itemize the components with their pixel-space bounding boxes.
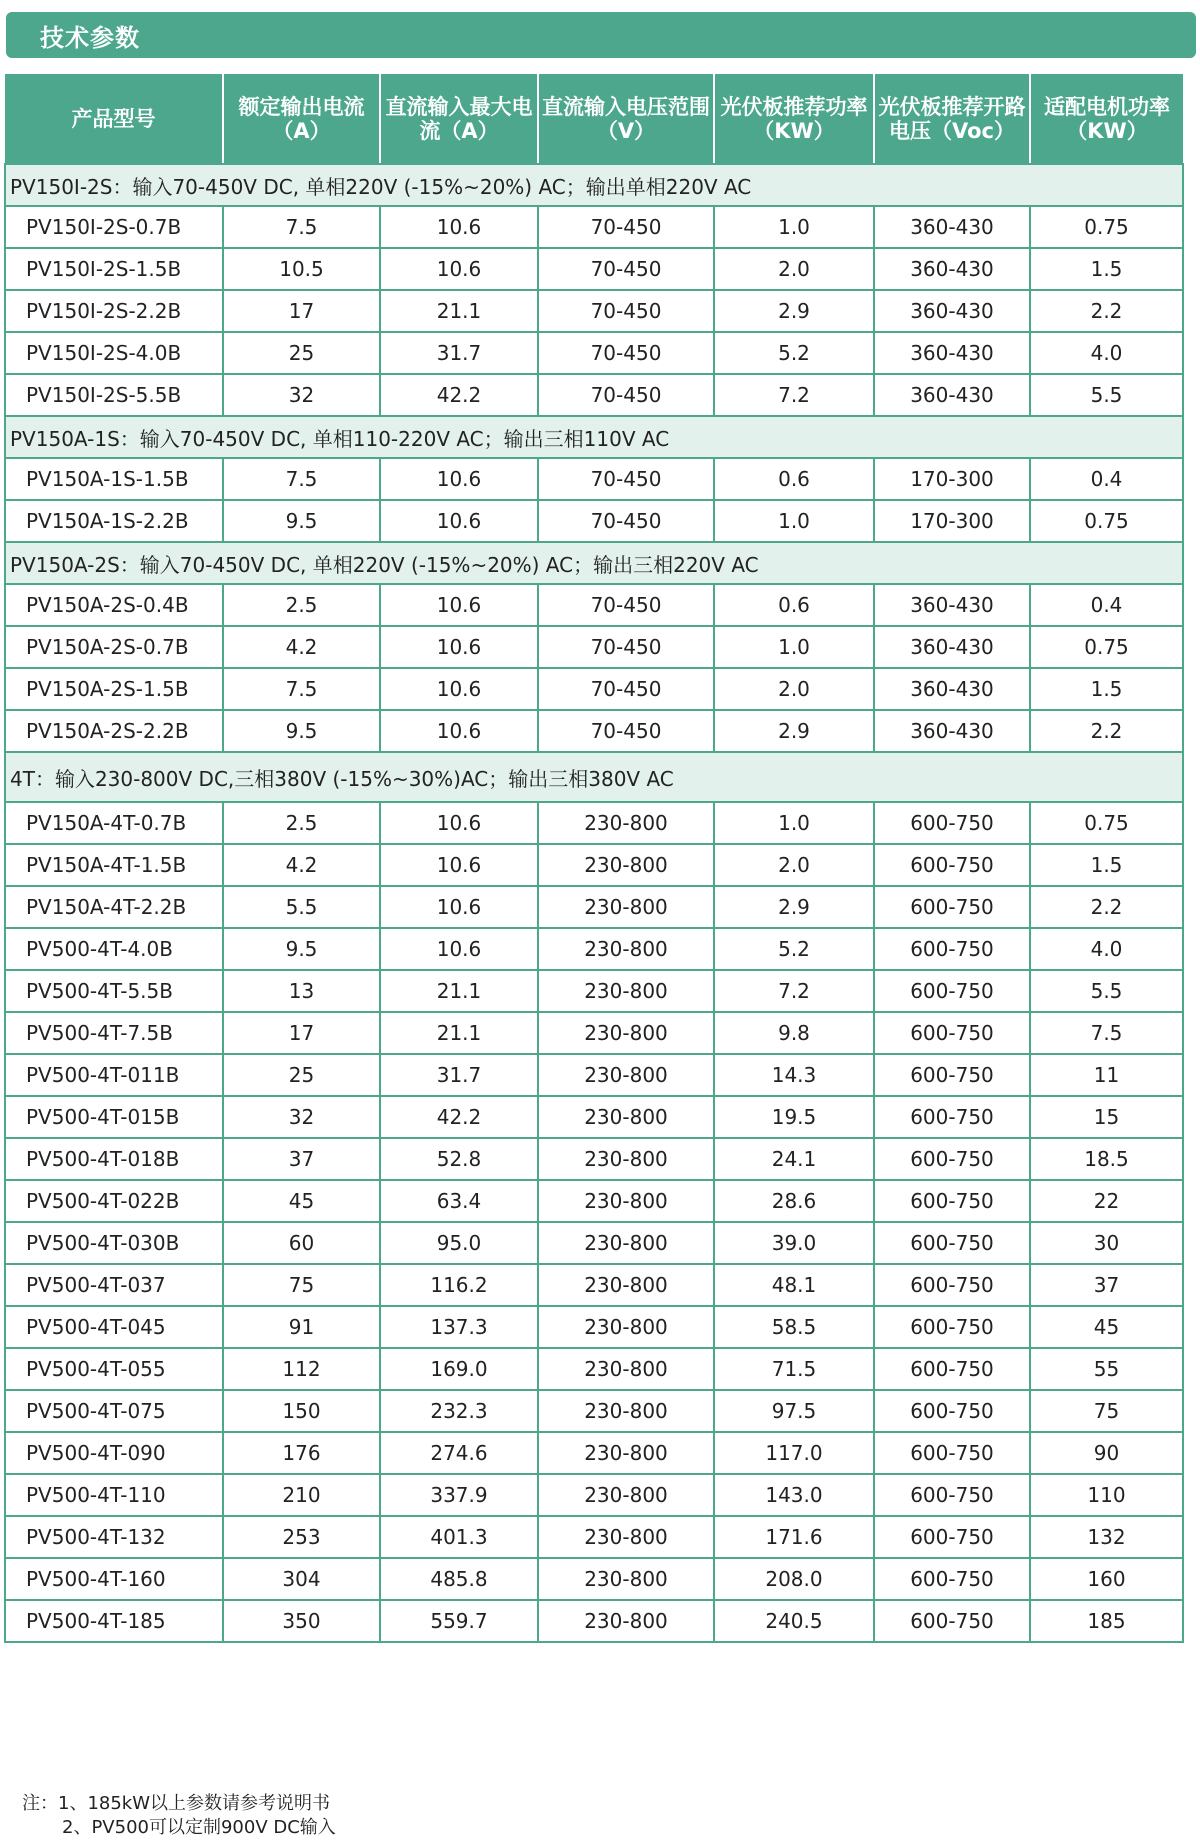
model-cell: PV150I-2S-1.5B [5,248,223,290]
value-cell: 70-450 [538,458,714,500]
model-cell: PV500-4T-132 [5,1516,223,1558]
value-cell: 22 [1030,1180,1183,1222]
value-cell: 10.6 [380,206,538,248]
model-cell: PV500-4T-030B [5,1222,223,1264]
value-cell: 90 [1030,1432,1183,1474]
value-cell: 2.2 [1030,886,1183,928]
model-cell: PV150I-2S-2.2B [5,290,223,332]
table-row [5,1054,1183,1096]
group-label: PV150I-2S：输入70-450V DC, 单相220V (-15%~20%) AC；输出单相220V AC [5,164,1183,206]
value-cell: 21.1 [380,970,538,1012]
value-cell: 0.6 [714,458,874,500]
value-cell: 600-750 [874,1474,1030,1516]
value-cell: 360-430 [874,290,1030,332]
value-cell: 7.2 [714,970,874,1012]
value-cell: 2.9 [714,290,874,332]
value-cell: 230-800 [538,1600,714,1642]
model-cell: PV500-4T-075 [5,1390,223,1432]
model-cell: PV500-4T-011B [5,1054,223,1096]
header-motor-power: 适配电机功率（KW） [1030,74,1183,164]
value-cell: 10.6 [380,802,538,844]
value-cell: 132 [1030,1516,1183,1558]
value-cell: 9.8 [714,1012,874,1054]
header-dc-voltage-range: 直流输入电压范围（V） [538,74,714,164]
model-cell: PV150A-4T-0.7B [5,802,223,844]
value-cell: 4.0 [1030,332,1183,374]
value-cell: 14.3 [714,1054,874,1096]
value-cell: 7.5 [223,206,380,248]
value-cell: 2.0 [714,668,874,710]
value-cell: 70-450 [538,710,714,752]
value-cell: 2.9 [714,710,874,752]
value-cell: 2.0 [714,248,874,290]
value-cell: 9.5 [223,710,380,752]
value-cell: 5.5 [1030,374,1183,416]
value-cell: 600-750 [874,1558,1030,1600]
value-cell: 55 [1030,1348,1183,1390]
value-cell: 11 [1030,1054,1183,1096]
value-cell: 95.0 [380,1222,538,1264]
table-row [5,1516,1183,1558]
value-cell: 600-750 [874,1054,1030,1096]
value-cell: 0.75 [1030,626,1183,668]
note-line-2: 2、PV500可以定制900V DC输入 [62,1817,336,1838]
value-cell: 21.1 [380,1012,538,1054]
value-cell: 10.6 [380,844,538,886]
value-cell: 169.0 [380,1348,538,1390]
model-cell: PV150A-4T-2.2B [5,886,223,928]
table-row [5,1348,1183,1390]
value-cell: 13 [223,970,380,1012]
table-row [5,844,1183,886]
value-cell: 10.6 [380,710,538,752]
value-cell: 176 [223,1432,380,1474]
value-cell: 230-800 [538,1264,714,1306]
model-cell: PV150A-2S-0.7B [5,626,223,668]
value-cell: 171.6 [714,1516,874,1558]
table-row [5,206,1183,248]
table-row [5,1012,1183,1054]
value-cell: 2.0 [714,844,874,886]
value-cell: 5.5 [223,886,380,928]
value-cell: 70-450 [538,500,714,542]
value-cell: 52.8 [380,1138,538,1180]
table-row [5,802,1183,844]
value-cell: 1.0 [714,206,874,248]
value-cell: 30 [1030,1222,1183,1264]
value-cell: 58.5 [714,1306,874,1348]
table-row [5,1096,1183,1138]
model-cell: PV150A-1S-1.5B [5,458,223,500]
value-cell: 600-750 [874,1012,1030,1054]
model-cell: PV500-4T-090 [5,1432,223,1474]
value-cell: 1.5 [1030,844,1183,886]
value-cell: 230-800 [538,1348,714,1390]
value-cell: 185 [1030,1600,1183,1642]
value-cell: 70-450 [538,206,714,248]
table-row [5,1432,1183,1474]
value-cell: 170-300 [874,458,1030,500]
section-title: 技术参数 [40,23,140,52]
value-cell: 5.2 [714,928,874,970]
value-cell: 600-750 [874,1222,1030,1264]
spec-table [4,74,1184,1643]
table-row [5,458,1183,500]
value-cell: 39.0 [714,1222,874,1264]
value-cell: 24.1 [714,1138,874,1180]
model-cell: PV150I-2S-5.5B [5,374,223,416]
value-cell: 600-750 [874,1264,1030,1306]
value-cell: 70-450 [538,248,714,290]
header-rated-current: 额定输出电流（A） [223,74,380,164]
group-header-row [5,542,1183,584]
value-cell: 230-800 [538,1180,714,1222]
table-row [5,928,1183,970]
value-cell: 1.5 [1030,248,1183,290]
value-cell: 28.6 [714,1180,874,1222]
value-cell: 600-750 [874,802,1030,844]
value-cell: 600-750 [874,886,1030,928]
group-header-row [5,416,1183,458]
value-cell: 230-800 [538,1558,714,1600]
value-cell: 7.5 [223,668,380,710]
model-cell: PV500-4T-045 [5,1306,223,1348]
value-cell: 17 [223,1012,380,1054]
value-cell: 7.5 [1030,1012,1183,1054]
table-row [5,290,1183,332]
value-cell: 360-430 [874,248,1030,290]
value-cell: 401.3 [380,1516,538,1558]
value-cell: 304 [223,1558,380,1600]
model-cell: PV150A-2S-0.4B [5,584,223,626]
model-cell: PV500-4T-185 [5,1600,223,1642]
value-cell: 5.5 [1030,970,1183,1012]
group-label: PV150A-1S：输入70-450V DC, 单相110-220V AC；输出三相110V AC [5,416,1183,458]
value-cell: 45 [223,1180,380,1222]
value-cell: 10.5 [223,248,380,290]
value-cell: 112 [223,1348,380,1390]
table-row [5,584,1183,626]
table-row [5,500,1183,542]
value-cell: 7.2 [714,374,874,416]
value-cell: 10.6 [380,928,538,970]
model-cell: PV150A-2S-1.5B [5,668,223,710]
value-cell: 600-750 [874,1516,1030,1558]
value-cell: 4.2 [223,844,380,886]
value-cell: 360-430 [874,332,1030,374]
table-row [5,1558,1183,1600]
table-row [5,1180,1183,1222]
table-row [5,626,1183,668]
value-cell: 31.7 [380,332,538,374]
value-cell: 18.5 [1030,1138,1183,1180]
value-cell: 9.5 [223,500,380,542]
value-cell: 240.5 [714,1600,874,1642]
value-cell: 10.6 [380,458,538,500]
group-header-row [5,752,1183,802]
model-cell: PV150I-2S-0.7B [5,206,223,248]
value-cell: 600-750 [874,928,1030,970]
value-cell: 230-800 [538,1306,714,1348]
value-cell: 600-750 [874,1390,1030,1432]
value-cell: 2.9 [714,886,874,928]
value-cell: 70-450 [538,626,714,668]
value-cell: 360-430 [874,626,1030,668]
value-cell: 70-450 [538,668,714,710]
model-cell: PV500-4T-055 [5,1348,223,1390]
value-cell: 230-800 [538,1096,714,1138]
value-cell: 48.1 [714,1264,874,1306]
value-cell: 600-750 [874,1432,1030,1474]
value-cell: 600-750 [874,1138,1030,1180]
value-cell: 1.5 [1030,668,1183,710]
value-cell: 32 [223,374,380,416]
value-cell: 75 [223,1264,380,1306]
value-cell: 70-450 [538,584,714,626]
value-cell: 10.6 [380,500,538,542]
value-cell: 25 [223,1054,380,1096]
value-cell: 70-450 [538,332,714,374]
model-cell: PV500-4T-5.5B [5,970,223,1012]
section-title-bar [6,12,1196,58]
value-cell: 600-750 [874,1306,1030,1348]
value-cell: 71.5 [714,1348,874,1390]
value-cell: 1.0 [714,802,874,844]
header-pv-power: 光伏板推荐功率（KW） [714,74,874,164]
value-cell: 230-800 [538,886,714,928]
value-cell: 2.2 [1030,710,1183,752]
table-row [5,668,1183,710]
value-cell: 42.2 [380,374,538,416]
value-cell: 4.2 [223,626,380,668]
value-cell: 208.0 [714,1558,874,1600]
value-cell: 600-750 [874,1096,1030,1138]
value-cell: 0.6 [714,584,874,626]
value-cell: 32 [223,1096,380,1138]
value-cell: 230-800 [538,1516,714,1558]
value-cell: 2.5 [223,802,380,844]
value-cell: 360-430 [874,374,1030,416]
value-cell: 60 [223,1222,380,1264]
model-cell: PV500-4T-018B [5,1138,223,1180]
value-cell: 0.75 [1030,500,1183,542]
value-cell: 10.6 [380,584,538,626]
group-label: 4T：输入230-800V DC,三相380V (-15%~30%)AC；输出三相380V AC [5,752,1183,802]
model-cell: PV150A-1S-2.2B [5,500,223,542]
value-cell: 0.75 [1030,206,1183,248]
model-cell: PV150A-2S-2.2B [5,710,223,752]
value-cell: 97.5 [714,1390,874,1432]
model-cell: PV500-4T-110 [5,1474,223,1516]
table-row [5,1138,1183,1180]
value-cell: 0.75 [1030,802,1183,844]
model-cell: PV150A-4T-1.5B [5,844,223,886]
table-body [5,164,1183,1642]
group-label: PV150A-2S：输入70-450V DC, 单相220V (-15%~20%) AC；输出三相220V AC [5,542,1183,584]
value-cell: 63.4 [380,1180,538,1222]
header-pv-voc: 光伏板推荐开路电压（Voc） [874,74,1030,164]
model-cell: PV500-4T-160 [5,1558,223,1600]
model-cell: PV500-4T-022B [5,1180,223,1222]
value-cell: 91 [223,1306,380,1348]
table-row [5,1390,1183,1432]
value-cell: 70-450 [538,290,714,332]
value-cell: 17 [223,290,380,332]
table-row [5,1222,1183,1264]
note-line-1: 注：1、185kW以上参数请参考说明书 [22,1793,331,1814]
value-cell: 116.2 [380,1264,538,1306]
model-cell: PV500-4T-4.0B [5,928,223,970]
value-cell: 143.0 [714,1474,874,1516]
value-cell: 350 [223,1600,380,1642]
value-cell: 230-800 [538,1054,714,1096]
value-cell: 170-300 [874,500,1030,542]
value-cell: 0.4 [1030,584,1183,626]
model-cell: PV500-4T-015B [5,1096,223,1138]
value-cell: 360-430 [874,584,1030,626]
value-cell: 485.8 [380,1558,538,1600]
group-header-row [5,164,1183,206]
value-cell: 45 [1030,1306,1183,1348]
value-cell: 5.2 [714,332,874,374]
value-cell: 37 [1030,1264,1183,1306]
value-cell: 15 [1030,1096,1183,1138]
value-cell: 210 [223,1474,380,1516]
value-cell: 337.9 [380,1474,538,1516]
value-cell: 21.1 [380,290,538,332]
value-cell: 253 [223,1516,380,1558]
table-row [5,374,1183,416]
table-row [5,1306,1183,1348]
value-cell: 600-750 [874,1180,1030,1222]
value-cell: 600-750 [874,970,1030,1012]
header-dc-max-current: 直流输入最大电流（A） [380,74,538,164]
value-cell: 600-750 [874,1600,1030,1642]
value-cell: 19.5 [714,1096,874,1138]
value-cell: 232.3 [380,1390,538,1432]
value-cell: 274.6 [380,1432,538,1474]
table-row [5,332,1183,374]
value-cell: 37 [223,1138,380,1180]
header-model: 产品型号 [5,74,223,164]
table-row [5,1600,1183,1642]
table-header-row [5,74,1183,164]
value-cell: 230-800 [538,1390,714,1432]
value-cell: 160 [1030,1558,1183,1600]
value-cell: 559.7 [380,1600,538,1642]
table-row [5,1264,1183,1306]
value-cell: 150 [223,1390,380,1432]
value-cell: 7.5 [223,458,380,500]
value-cell: 0.4 [1030,458,1183,500]
model-cell: PV150I-2S-4.0B [5,332,223,374]
notes [22,1792,336,1840]
value-cell: 10.6 [380,668,538,710]
value-cell: 110 [1030,1474,1183,1516]
value-cell: 25 [223,332,380,374]
value-cell: 230-800 [538,1432,714,1474]
value-cell: 2.5 [223,584,380,626]
value-cell: 230-800 [538,1138,714,1180]
value-cell: 10.6 [380,886,538,928]
model-cell: PV500-4T-7.5B [5,1012,223,1054]
value-cell: 360-430 [874,206,1030,248]
value-cell: 4.0 [1030,928,1183,970]
value-cell: 31.7 [380,1054,538,1096]
value-cell: 360-430 [874,710,1030,752]
value-cell: 1.0 [714,626,874,668]
value-cell: 230-800 [538,1222,714,1264]
value-cell: 230-800 [538,1474,714,1516]
value-cell: 10.6 [380,248,538,290]
table-row [5,248,1183,290]
value-cell: 600-750 [874,844,1030,886]
value-cell: 2.2 [1030,290,1183,332]
value-cell: 70-450 [538,374,714,416]
table-row [5,970,1183,1012]
value-cell: 230-800 [538,928,714,970]
value-cell: 117.0 [714,1432,874,1474]
table-row [5,886,1183,928]
model-cell: PV500-4T-037 [5,1264,223,1306]
value-cell: 137.3 [380,1306,538,1348]
value-cell: 10.6 [380,626,538,668]
table-row [5,710,1183,752]
value-cell: 600-750 [874,1348,1030,1390]
value-cell: 230-800 [538,844,714,886]
value-cell: 75 [1030,1390,1183,1432]
value-cell: 1.0 [714,500,874,542]
table-row [5,1474,1183,1516]
value-cell: 230-800 [538,970,714,1012]
value-cell: 230-800 [538,1012,714,1054]
value-cell: 230-800 [538,802,714,844]
value-cell: 9.5 [223,928,380,970]
value-cell: 42.2 [380,1096,538,1138]
value-cell: 360-430 [874,668,1030,710]
